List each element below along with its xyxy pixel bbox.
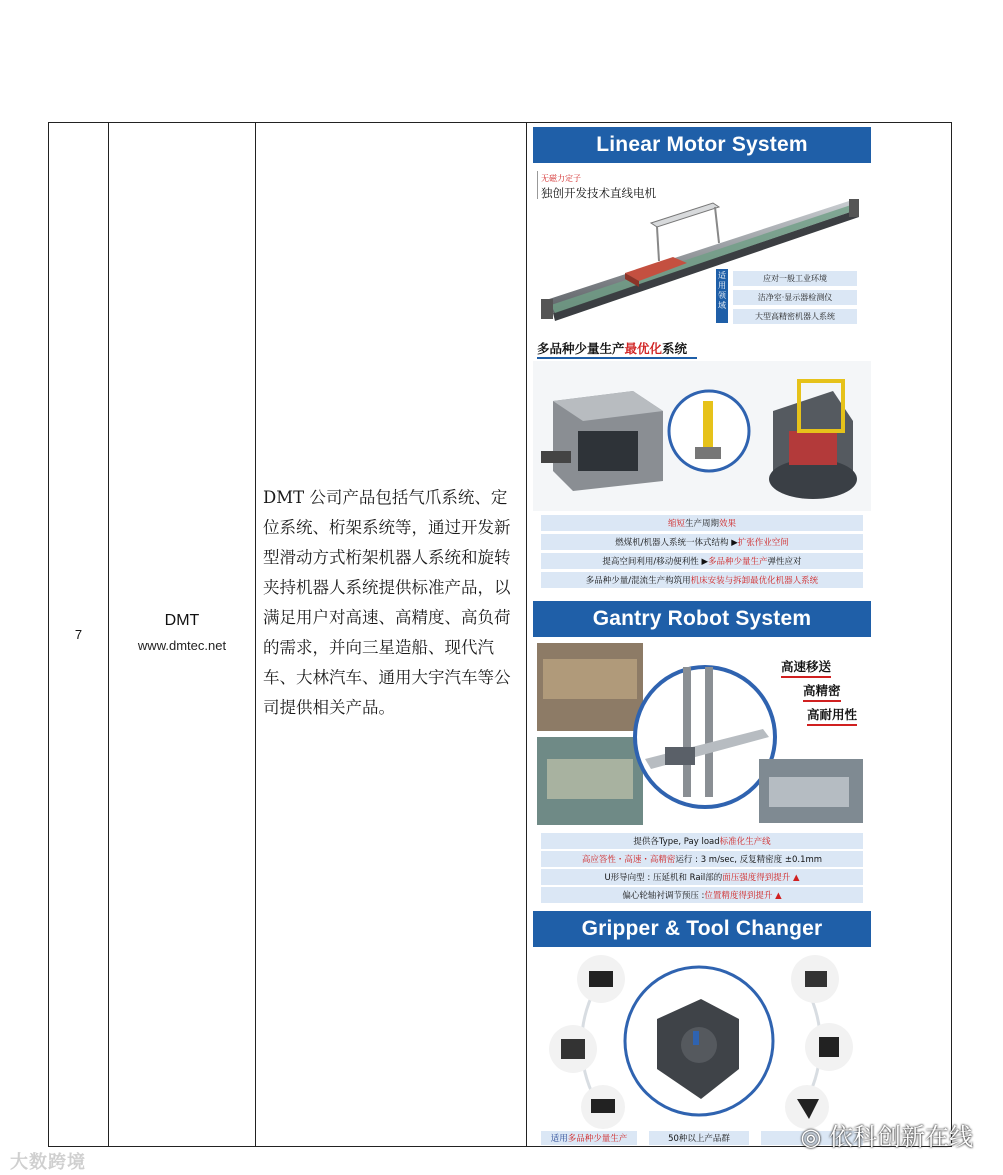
gripper-tag-red: 多品种少量生产 [567,1134,628,1144]
benefit-row-text: 弹性应对 [767,557,802,567]
wechat-watermark [800,1117,973,1152]
gantry-spec-row [541,887,863,903]
benefit-row [541,515,863,531]
spec-red: 面压强度得到提升 ▲ [722,873,800,883]
linear-motor-tag: 无磁力定子 [541,174,581,183]
linear-motor-title: 独创开发技术直线电机 [541,186,656,200]
multi-title-prefix: 多品种少量生产 [537,341,625,356]
gripper-tag-text: 适用 [550,1134,568,1144]
benefit-row-text: 燃煤机/机器人系统一体式结构 ▶ [615,538,738,548]
benefit-row [541,553,863,569]
gantry-feature-label: 高精密 [803,681,841,702]
gantry-spec-row [541,851,863,867]
spec-text: U形导向型 : 压延机和 Rail部的 [604,873,723,883]
company-name: DMT [164,612,200,629]
machine-cell-illustration [533,361,871,511]
benefit-row-red: 机床安装与拆卸最优化机器人系统 [690,576,819,586]
watermark-text: 依科创新在线 [829,1123,973,1151]
company-table [48,122,952,1147]
product-images-cell [533,127,873,1143]
apply-field-label: 适用领域 [716,269,728,323]
multi-product-title [537,339,687,357]
apply-item: 大型高精密机器人系统 [733,309,857,324]
benefit-row-red: 缩短 [667,519,685,529]
gripper-banner: Gripper & Tool Changer [533,911,871,947]
gripper-tag-text: 50种以上产品群 [668,1134,730,1144]
spec-text: 运行 : 3 m/sec, 反复精密度 ±0.1mm [675,855,823,865]
linear-motor-banner: Linear Motor System [533,127,871,163]
apply-item: 应对一般工业环境 [733,271,857,286]
benefit-row-red: 效果 [719,519,737,529]
spec-text: 偏心轮轴衬调节预压 : [622,891,705,901]
gripper-tag [541,1131,637,1145]
gantry-robot-banner: Gantry Robot System [533,601,871,637]
benefit-row-text: 多品种少量/混流生产构筑用 [585,576,691,586]
row-index-cell [49,123,108,1146]
spec-red: 高应答性・高速・高精密 [581,855,676,865]
benefit-row-red: 多品种少量生产 [708,557,768,567]
logo-watermark: 大数跨境 [10,1152,86,1173]
gantry-feature-label: 高耐用性 [807,705,857,726]
gripper-tag [649,1131,749,1145]
multi-title-highlight: 最优化 [624,341,663,356]
benefit-row [541,572,863,588]
benefit-row-red: 扩张作业空间 [737,538,789,548]
row-index: 7 [74,627,83,642]
multi-title-suffix: 系统 [662,341,688,356]
gantry-feature-label: 高速移送 [781,657,831,678]
column-divider [255,123,256,1146]
benefit-row-text: 生产周期 [684,519,719,529]
benefit-row-text: 提高空间利用/移动便利性 ▶ [602,557,709,567]
column-divider [526,123,527,1146]
linear-motor-panel [533,165,871,329]
company-description: DMT 公司产品包括气爪系统、定位系统、桁架系统等，通过开发新型滑动方式桁架机器人系统和旋转夹持机器人系统提供标准产品，以满足用户对高速、高精度、高负荷的需求，并向三星造船、现代汽车、大林汽车、通用大宇汽车等公司提供相关产品。 [263,488,511,717]
spec-text: 提供各Type, Pay load [633,837,720,847]
wechat-icon: ◎ [800,1123,829,1151]
benefit-row [541,534,863,550]
spec-red: 位置精度得到提升 ▲ [704,891,782,901]
apply-item: 洁净室·显示器检测仪 [733,290,857,305]
title-underline [537,357,697,359]
gripper-illustration [533,949,871,1131]
gantry-spec-row [541,869,863,885]
spec-red: 标准化生产线 [719,837,771,847]
company-cell [109,123,255,1146]
gantry-spec-row [541,833,863,849]
company-website-link[interactable]: www.dmtec.net [137,638,227,653]
